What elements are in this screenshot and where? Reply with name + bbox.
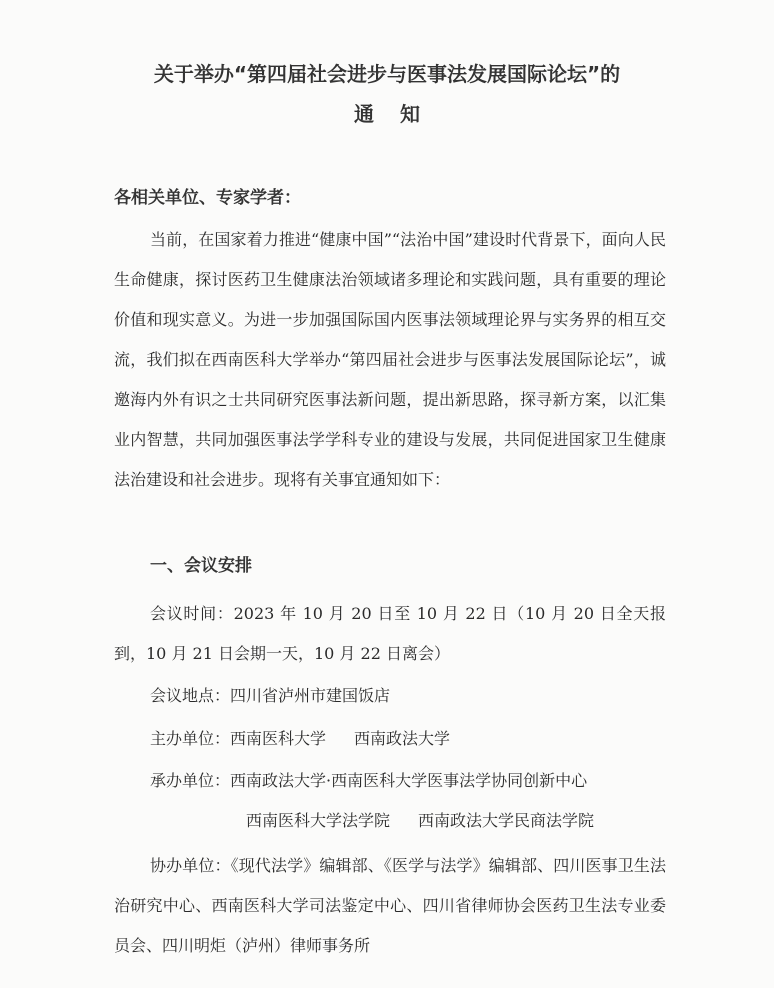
host-label: 主办单位： (150, 729, 231, 748)
organizer-units (150, 768, 587, 791)
co-organizer-units: 协办单位：《现代法学》编辑部、《医学与法学》编辑部、四川医事卫生法治研究中心、西南医科大学司法鉴定中心、四川省律师协会医药卫生法专业委员会、四川明炬（泸州）律师事务所 (114, 856, 666, 955)
section-heading-meeting: 一、会议安排 (150, 556, 252, 576)
organizer-unit-3: 西南政法大学民商法学院 (418, 811, 595, 830)
host-units (150, 726, 450, 749)
meeting-venue: 会议地点：四川省泸州市建国饭店 (150, 686, 391, 705)
host-unit-2: 西南政法大学 (354, 729, 451, 748)
organizer-label: 承办单位： (150, 771, 231, 790)
organizer-units-row2 (246, 808, 594, 831)
host-unit-1: 西南医科大学 (230, 729, 327, 748)
notice-title-subtitle: 通知 (354, 102, 446, 126)
salutation: 各相关单位、专家学者： (114, 188, 301, 208)
notice-title: 关于举办“第四届社会进步与医事法发展国际论坛”的 (153, 62, 621, 86)
organizer-unit-1: 西南政法大学·西南医科大学医事法学协同创新中心 (230, 771, 588, 790)
organizer-unit-2: 西南医科大学法学院 (246, 811, 391, 830)
intro-paragraph: 当前，在国家着力推进“健康中国”“法治中国”建设时代背景下，面向人民生命健康，探讨医药卫生健康法治领域诸多理论和实践问题，具有重要的理论价值和现实意义。为进一步加强国际国内医事法领域理论界与实务界的相互交流，我们拟在西南医科大学举办“第四届社会进步与医事法发展国际论坛”，诚邀海内外有识之士共同研究医事法新问题，提出新思路，探寻新方案，以汇集业内智慧，共同加强医事法学学科专业的建设与发展，共同促进国家卫生健康法治建设和社会进步。现将有关事宜通知如下： (114, 230, 666, 489)
meeting-time: 会议时间：2023 年 10 月 20 日至 10 月 22 日（10 月 20 日全天报到，10 月 21 日会期一天，10 月 22 日离会） (114, 604, 666, 663)
